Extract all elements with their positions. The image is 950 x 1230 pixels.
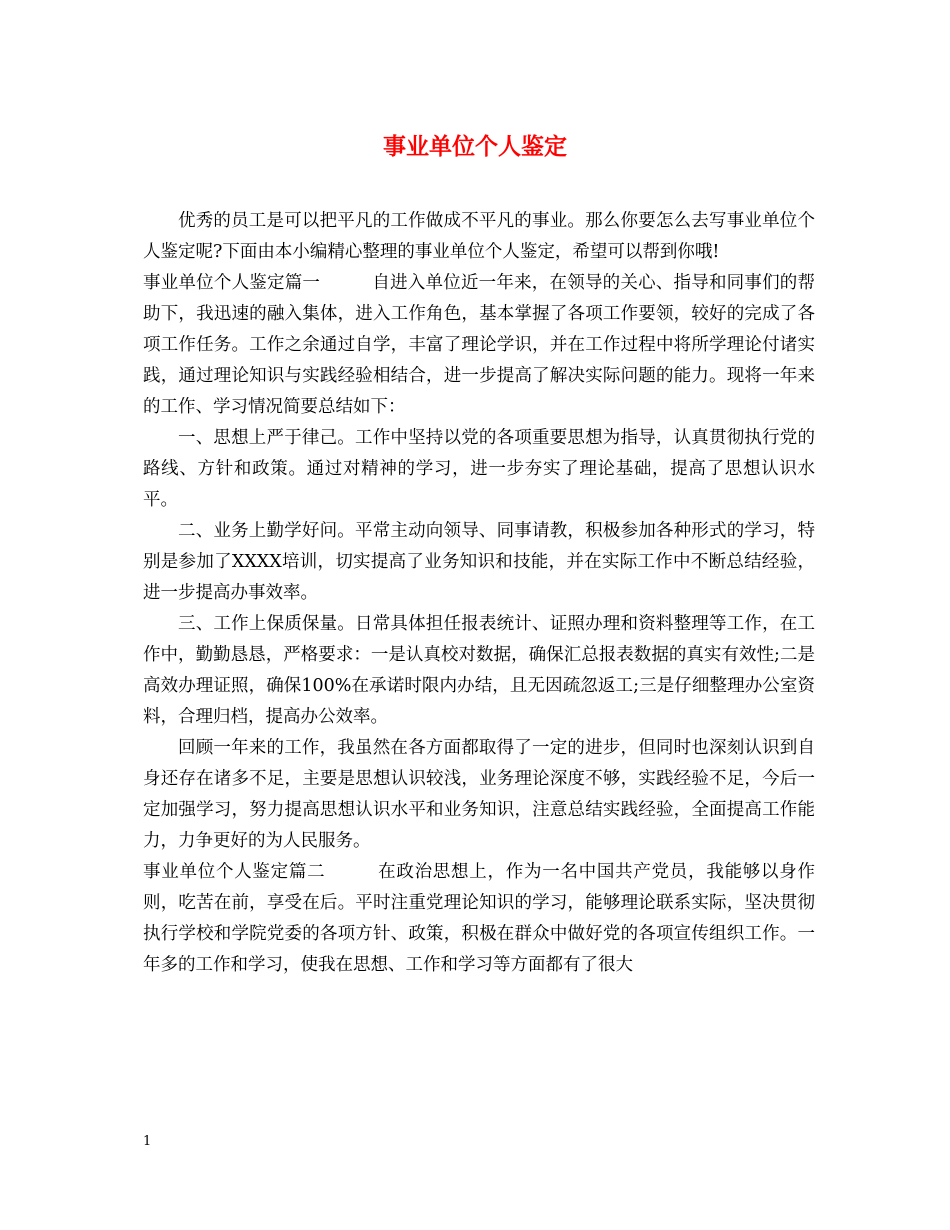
section1-heading: 事业单位个人鉴定篇一 (143, 273, 321, 293)
section2-heading: 事业单位个人鉴定篇二 (143, 862, 326, 882)
section2-paragraph (143, 857, 815, 981)
section1-text: 自进入单位近一年来，在领导的关心、指导和同事们的帮助下，我迅速的融入集体，进入工作角色，基本掌握了各项工作要领，较好的完成了各项工作任务。工作之余通过自学，丰富了理论学识，并在工作过程中将所学理论付诸实践，通过理论知识与实践经验相结合，进一步提高了解决实际问题的能力。现将一年来的工作、学习情况简要总结如下： (143, 273, 816, 417)
document-body (143, 206, 815, 981)
page-number: 1 (143, 1134, 152, 1149)
point3-paragraph: 三、工作上保质保量。日常具体担任报表统计、证照办理和资料整理等工作，在工作中，勤勤恳恳，严格要求：一是认真校对数据，确保汇总报表数据的真实有效性;二是高效办理证照，确保100%在承诺时限内办结，且无因疏忽返工;三是仔细整理办公室资料，合理归档，提高办公效率。 (143, 614, 815, 727)
section2-text: 在政治思想上，作为一名中国共产党员，我能够以身作则，吃苦在前，享受在后。平时注重党理论知识的学习，能够理论联系实际，坚决贯彻执行学校和学院党委的各项方针、政策，积极在群众中做好党的各项宣传组织工作。一年多的工作和学习，使我在思想、工作和学习等方面都有了很大 (143, 862, 816, 975)
point1-paragraph: 一、思想上严于律己。工作中坚持以党的各项重要思想为指导，认真贯彻执行党的路线、方针和政策。通过对精神的学习，进一步夯实了理论基础，提高了思想认识水平。 (143, 428, 815, 510)
point2-paragraph: 二、业务上勤学好问。平常主动向领导、同事请教，积极参加各种形式的学习，特别是参加了XXXX培训，切实提高了业务知识和技能，并在实际工作中不断总结经验，进一步提高办事效率。 (143, 521, 815, 603)
intro-paragraph: 优秀的员工是可以把平凡的工作做成不平凡的事业。那么你要怎么去写事业单位个人鉴定呢?下面由本小编精心整理的事业单位个人鉴定，希望可以帮到你哦! (143, 211, 815, 262)
review-paragraph: 回顾一年来的工作，我虽然在各方面都取得了一定的进步，但同时也深刻认识到自身还存在诸多不足，主要是思想认识较浅，业务理论深度不够，实践经验不足，今后一定加强学习，努力提高思想认识水平和业务知识，注意总结实践经验，全面提高工作能力，力争更好的为人民服务。 (143, 738, 815, 851)
section1-paragraph (143, 268, 815, 423)
document-title: 事业单位个人鉴定 (383, 133, 567, 160)
